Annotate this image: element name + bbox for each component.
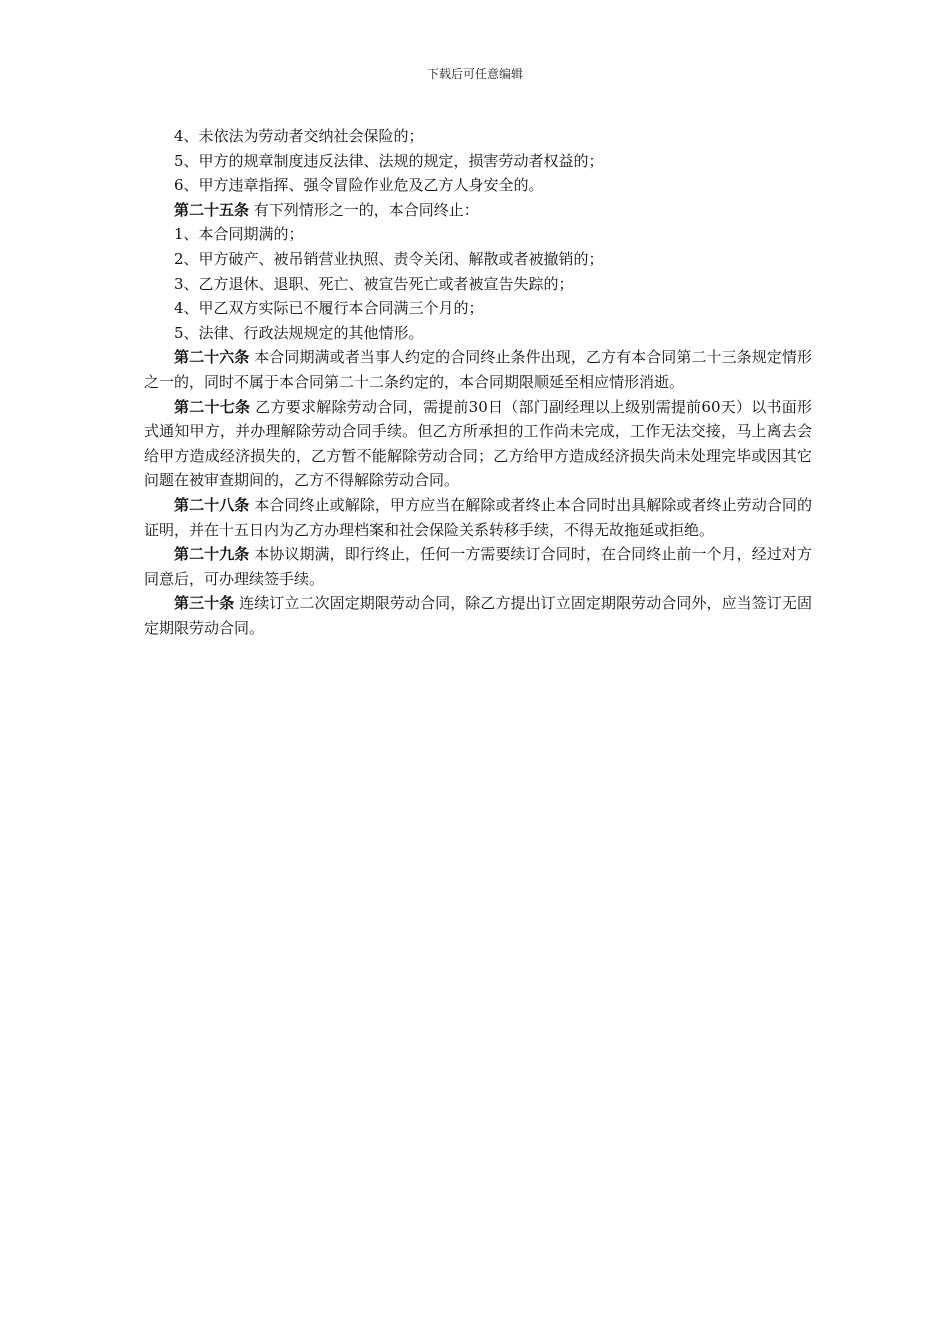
list-item: 5、法律、行政法规规定的其他情形。 (174, 323, 424, 342)
article-heading: 第二十六条 (174, 348, 250, 367)
article-heading: 第三十条 (174, 594, 235, 613)
article-29: 第二十九条 本协议期满，即行终止，任何一方需要续订合同时，在合同终止前一个月，经过对方同意后，可办理续签手续。 (144, 545, 812, 588)
article-30: 第三十条 连续订立二次固定期限劳动合同，除乙方提出订立固定期限劳动合同外，应当签订无固定期限劳动合同。 (144, 594, 812, 637)
article-heading: 第二十七条 (174, 397, 251, 416)
list-item: 2、甲方破产、被吊销营业执照、责令关闭、解散或者被撤销的； (174, 249, 604, 268)
article-heading: 第二十九条 (174, 545, 250, 564)
article-25: 第二十五条 有下列情形之一的，本合同终止： (174, 200, 479, 219)
article-26: 第二十六条 本合同期满或者当事人约定的合同终止条件出现，乙方有本合同第二十三条规定情形之一的，同时不属于本合同第二十二条约定的，本合同期限顺延至相应情形消逝。 (144, 348, 812, 391)
document-body (144, 124, 812, 640)
page-header: 下载后可任意编辑 (426, 67, 523, 81)
article-heading: 第二十八条 (174, 495, 250, 514)
list-item: 4、未依法为劳动者交纳社会保险的； (174, 127, 424, 145)
article-heading: 第二十五条 (174, 200, 250, 219)
list-item: 4、甲乙双方实际已不履行本合同满三个月的； (174, 299, 484, 318)
list-item: 5、甲方的规章制度违反法律、法规的规定，损害劳动者权益的； (174, 151, 604, 170)
article-27: 第二十七条 乙方要求解除劳动合同，需提前30日（部门副经理以上级别需提前60天）以书面形式通知甲方，并办理解除劳动合同手续。但乙方所承担的工作尚未完成，工作无法交接，马上离去会给甲方造成经济损失的，乙方暂不能解除劳动合同；乙方给甲方造成经济损失尚未处理完毕或因其它问题在被审查期间的，乙方不得解除劳动合同。 (144, 397, 812, 490)
list-item: 3、乙方退休、退职、死亡、被宣告死亡或者被宣告失踪的； (174, 274, 574, 293)
list-item: 6、甲方违章指挥、强令冒险作业危及乙方人身安全的。 (174, 176, 544, 195)
list-item: 1、本合同期满的； (174, 225, 304, 244)
article-28: 第二十八条 本合同终止或解除，甲方应当在解除或者终止本合同时出具解除或者终止劳动合同的证明，并在十五日内为乙方办理档案和社会保险关系转移手续，不得无故拖延或拒绝。 (144, 495, 812, 539)
